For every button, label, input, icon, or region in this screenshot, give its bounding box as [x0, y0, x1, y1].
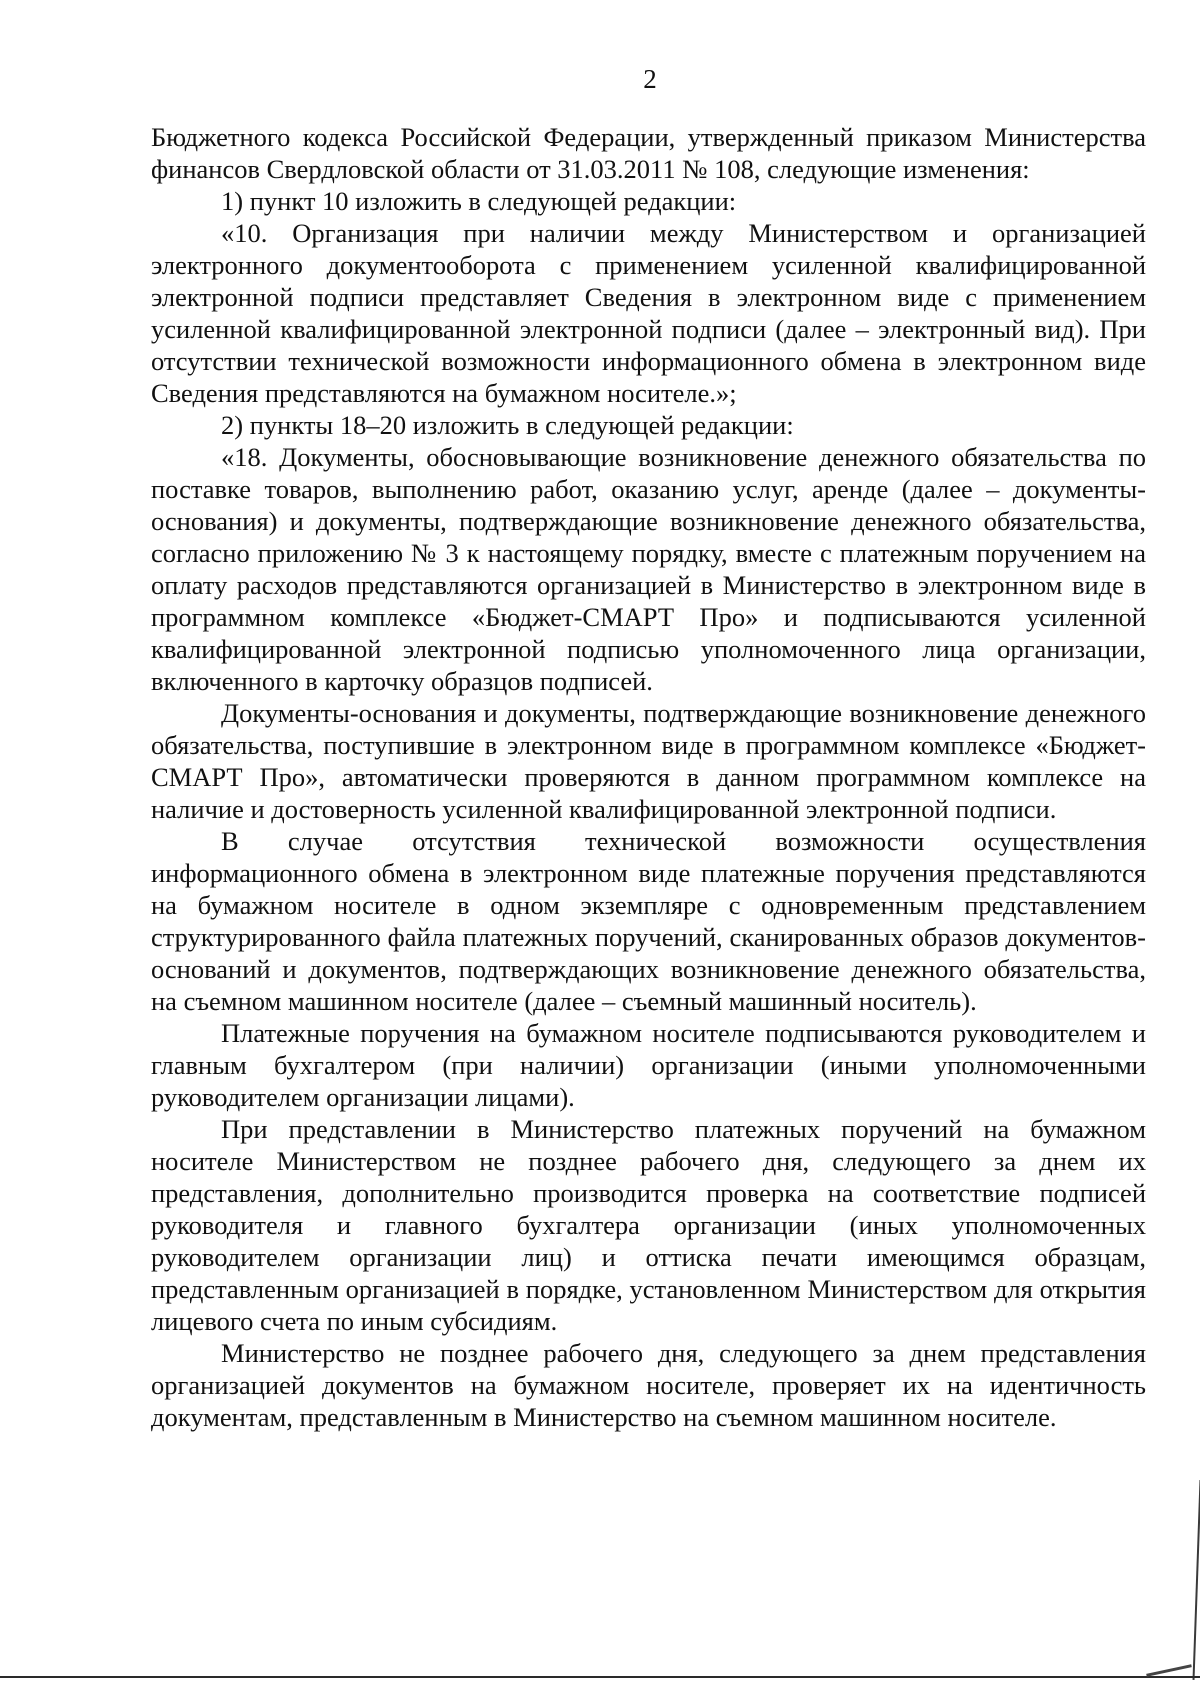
paragraph-signature-check: При представлении в Министерство платежных поручений на бумажном носителе Министерством не позднее рабочего дня, следующего за днем их представления, дополнительно производится проверка на соответствие подписей руководителя и главного бухгалтера организации (иных уполномоченных руководителем организации лиц) и оттиска печати имеющимся образцам, представленным организацией в порядке, установленном Министерством для открытия лицевого счета по иным субсидиям.	[151, 1114, 1146, 1336]
paragraph-documents-verification: Документы-основания и документы, подтверждающие возникновение денежного обязательства, поступившие в электронном виде в программном комплексе «Бюджет-СМАРТ Про», автоматически проверяются в данном программном комплексе на наличие и достоверность усиленной квалифицированной электронной подписи.	[151, 698, 1146, 824]
paragraph-continuation: Бюджетного кодекса Российской Федерации, утвержденный приказом Министерства финансов Свердловской области от 31.03.2011 № 108, следующие изменения:	[151, 122, 1146, 184]
paragraph-item-1: 1) пункт 10 изложить в следующей редакции:	[221, 186, 737, 216]
page-number: 2	[643, 64, 657, 94]
paragraph-item-2: 2) пункты 18–20 изложить в следующей редакции:	[221, 410, 794, 440]
scan-edge-line	[1193, 1480, 1200, 1680]
scan-bottom-border	[0, 1676, 1200, 1678]
paragraph-paper-signing: Платежные поручения на бумажном носителе подписываются руководителем и главным бухгалтером (при наличии) организации (иными уполномоченными руководителем организации лицами).	[151, 1018, 1146, 1112]
paragraph-no-technical-possibility: В случае отсутствия технической возможности осуществления информационного обмена в электронном виде платежные поручения представляются на бумажном носителе в одном экземпляре с одновременным представлением структурированного файла платежных поручений, сканированных образов документов-оснований и документов, подтверждающих возникновение денежного обязательства, на съемном машинном носителе (далее – съемный машинный носитель).	[151, 826, 1146, 1016]
paragraph-clause-18: «18. Документы, обосновывающие возникновение денежного обязательства по поставке товаров, выполнению работ, оказанию услуг, аренде (далее – документы-основания) и документы, подтверждающие возникновение денежного обязательства, согласно приложению № 3 к настоящему порядку, вместе с платежным поручением на оплату расходов представляются организацией в Министерство в электронном виде в программном комплексе «Бюджет-СМАРТ Про» и подписываются усиленной квалифицированной электронной подписью уполномоченного лица организации, включенного в карточку образцов подписей.	[151, 442, 1146, 696]
scan-corner-mark	[1146, 1664, 1192, 1676]
paragraph-clause-10: «10. Организация при наличии между Министерством и организацией электронного документооборота с применением усиленной квалифицированной электронной подписи представляет Сведения в электронном виде с применением усиленной квалифицированной электронной подписи (далее – электронный вид). При отсутствии технической возможности информационного обмена в электронном виде Сведения представляются на бумажном носителе.»;	[151, 218, 1146, 408]
paragraph-identity-check: Министерство не позднее рабочего дня, следующего за днем представления организацией документов на бумажном носителе, проверяет их на идентичность документам, представленным в Министерство на съемном машинном носителе.	[151, 1338, 1146, 1432]
document-body	[151, 121, 1146, 1433]
